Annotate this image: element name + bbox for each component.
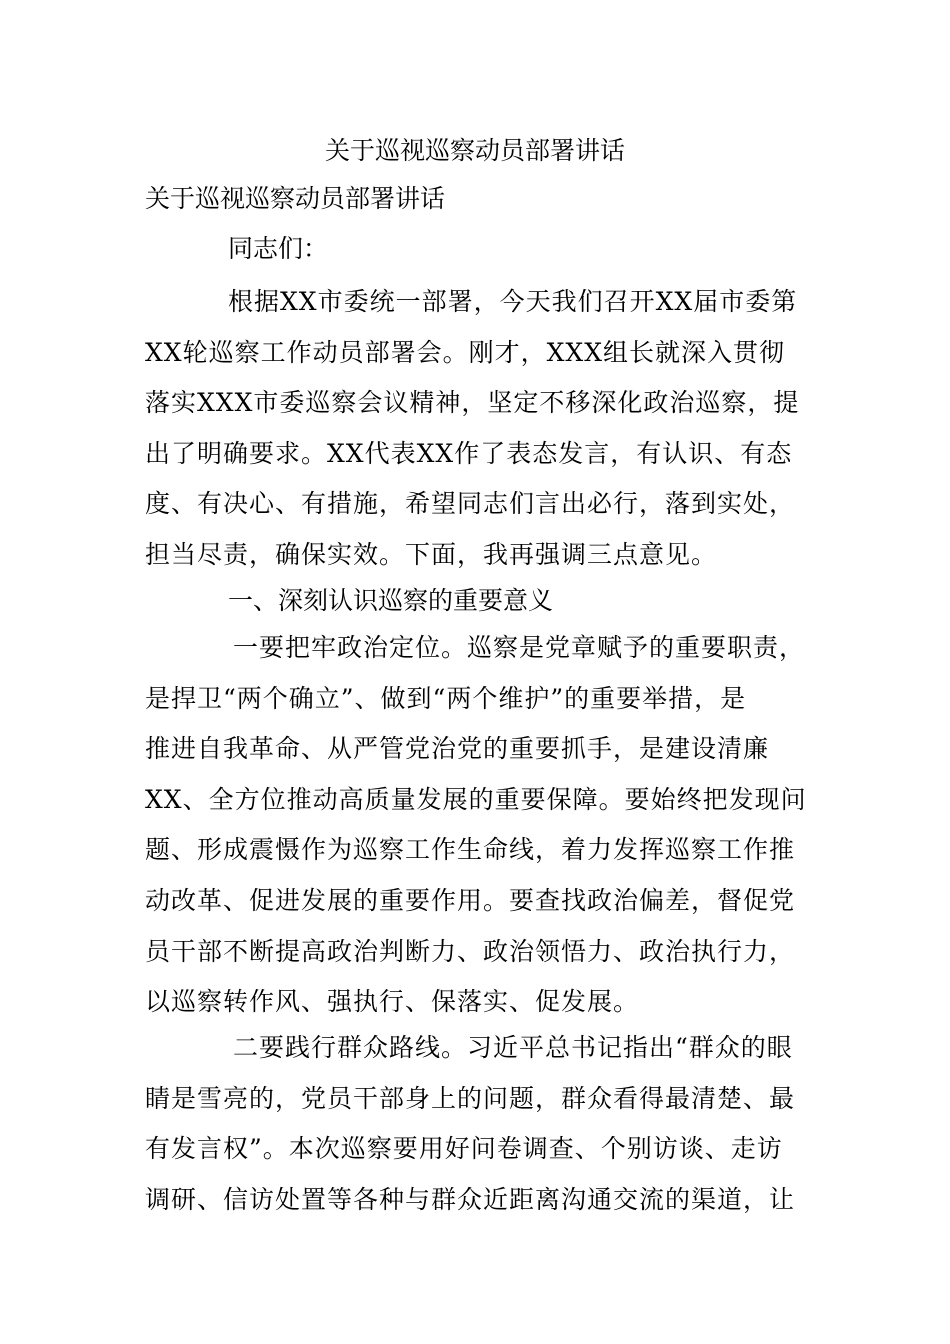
- document-title: 关于巡视巡察动员部署讲话: [324, 136, 625, 165]
- paragraph-mass-line: [145, 1023, 807, 1225]
- text-line: 二要践行群众路线。习近平总书记指出“群众的眼: [233, 1033, 793, 1062]
- text-line: 是捍卫“两个确立”、做到“两个维护”的重要举措，是: [145, 683, 747, 713]
- text-line: 根据XX市委统一部署，今天我们召开XX届市委第: [228, 287, 798, 316]
- text-line: 落实XXX市委巡察会议精神，坚定不移深化政治巡察，提: [145, 388, 800, 418]
- document-subtitle: 关于巡视巡察动员部署讲话: [145, 184, 446, 213]
- text-line: XX轮巡察工作动员部署会。刚才，XXX组长就深入贯彻: [145, 337, 785, 367]
- text-line: 推进自我革命、从严管党治党的重要抓手，是建设清廉: [145, 734, 770, 764]
- text-line: 调研、信访处置等各种与群众近距离沟通交流的渠道，让: [145, 1184, 796, 1214]
- text-line: 担当尽责，确保实效。下面，我再强调三点意见。: [145, 539, 718, 569]
- text-line: 度、有决心、有措施，希望同志们言出必行，落到实处，: [145, 489, 796, 519]
- paragraph-political-position: [145, 623, 807, 1028]
- text-line: 以巡察转作风、强执行、保落实、促发展。: [145, 987, 640, 1017]
- text-line: 一要把牢政治定位。巡察是党章赋予的重要职责，: [233, 633, 806, 662]
- salutation: 同志们：: [228, 234, 329, 263]
- paragraph-intro: [145, 277, 807, 581]
- text-line: 有发言权”。本次巡察要用好问卷调查、个别访谈、走访: [145, 1134, 783, 1164]
- text-line: XX、全方位推动高质量发展的重要保障。要始终把发现问: [145, 784, 807, 814]
- text-line: 员干部不断提高政治判断力、政治领悟力、政治执行力，: [145, 936, 796, 966]
- text-line: 出了明确要求。XX代表XX作了表态发言，有认识、有态: [145, 438, 793, 468]
- section-heading-1: 一、深刻认识巡察的重要意义: [228, 586, 554, 615]
- text-line: 题、形成震慑作为巡察工作生命线，着力发挥巡察工作推: [145, 835, 796, 865]
- text-line: 睛是雪亮的，党员干部身上的问题，群众看得最清楚、最: [145, 1083, 796, 1113]
- text-line: 动改革、促进发展的重要作用。要查找政治偏差，督促党: [145, 885, 796, 915]
